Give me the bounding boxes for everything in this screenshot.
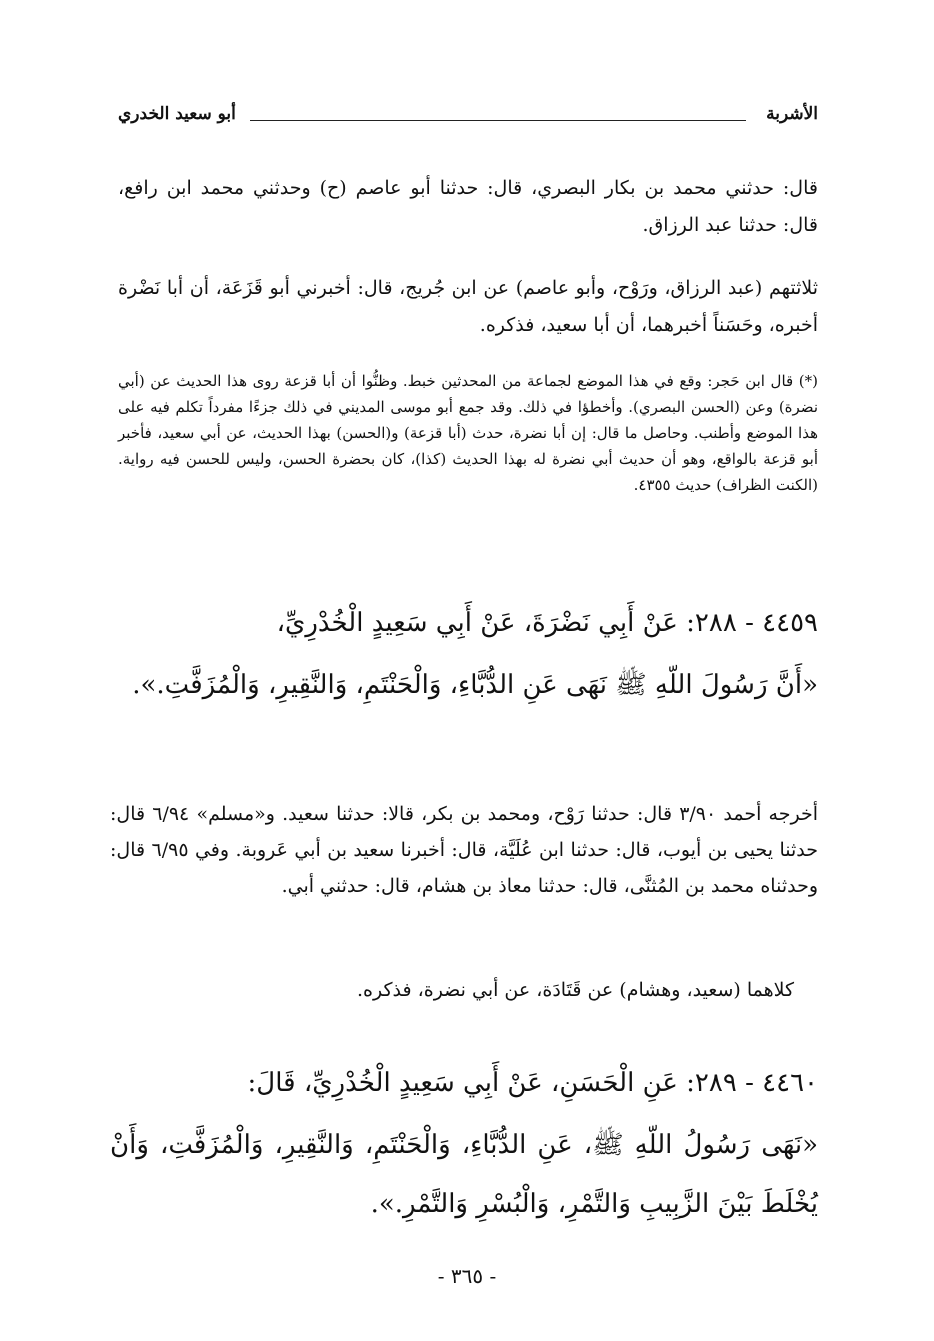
takhrij-4459: أخرجه أحمد ٣/٩٠ قال: حدثنا رَوْح، ومحمد بن بكر، قالا: حدثنا سعيد. و«مسلم» ٦/٩٤ قال: حدثنا يحيى بن أيوب، قال: حدثنا ابن عُلَيَّة، قال: أخبرنا سعيد بن أبي عَروبة. وفي ٦/٩٥ قال: وحدثناه محمد بن المُثنَّى، قال: حدثنا معاذ بن هشام، قال: حدثني أبي.: [110, 803, 818, 897]
footnote: (*) قال ابن حَجر: وقع في هذا الموضع لجماعة من المحدثين خبط. وظنُّوا أن أبا قزعة روى هذا الحديث عن (أبي نضرة) وعن (الحسن البصري). وأخطؤا في ذلك. وقد جمع أبو موسى المديني في ذلك جزءًا مفرداً تكلم فيه على هذا الموضع وأطنب. وحاصل ما قال: إن أبا نضرة، حدث (أبا قزعة) و(الحسن) بهذا الحديث، عن أبي سعيد، فأخبر أبو قزعة بالواقع، وهو أن حديث أبي نضرة له بهذا الحديث (كذا)، كان بحضرة الحسن، وليس للحسن فيه رواية. (الكنت الظراف) حديث ٤٣٥٥.: [118, 372, 818, 494]
isnad-paragraph-1: قال: حدثني محمد بن بكار البصري، قال: حدثنا أبو عاصم (ح) وحدثني محمد ابن رافع، قال: حدثنا عبد الرزاق.: [118, 177, 818, 236]
hadith-4459-chain: ٤٤٥٩ - ٢٨٨: عَنْ أَبِي نَضْرَةَ، عَنْ أَبِي سَعِيدٍ الْخُدْرِيِّ،: [276, 608, 818, 638]
page-number: - ٣٦٥ -: [437, 1264, 497, 1288]
isnad-paragraph-2: ثلاثتهم (عبد الرزاق، ورَوْح، وأبو عاصم) عن ابن جُريج، قال: أخبرني أبو قَزَعَة، أن أبا نَضْرة أخبره، وحَسَناً أخبرهما، أن أبا سعيد، فذكره.: [118, 277, 818, 336]
running-header: [118, 100, 818, 134]
takhrij-4459-summary: كلاهما (سعيد، وهشام) عن قَتَادَة، عن أبي نضرة، فذكره.: [356, 979, 794, 1001]
section-title: الأشربة: [766, 104, 818, 124]
hadith-4460-matn: «نَهَى رَسُولُ اللّهِ ﷺ، عَنِ الدُّبَّاءِ، وَالْحَنْتَمِ، وَالنَّقِيرِ، وَالْمُزَفَّتِ، وَأَنْ يُخْلَطَ بَيْنَ الزَّبِيبِ وَالتَّمْرِ، وَالْبُسْرِ وَالتَّمْرِ.».: [110, 1130, 818, 1219]
header-rule: [250, 120, 746, 121]
narrator-title: أبو سعيد الخدري: [118, 104, 236, 124]
hadith-4459-matn: «أَنَّ رَسُولَ اللّهِ ﷺ نَهَى عَنِ الدُّبَّاءِ، وَالْحَنْتَمِ، وَالنَّقِيرِ، وَالْمُزَفَّتِ.».: [132, 670, 818, 700]
hadith-4460-chain: ٤٤٦٠ - ٢٨٩: عَنِ الْحَسَنِ، عَنْ أَبِي سَعِيدٍ الْخُدْرِيِّ، قَالَ:: [247, 1068, 818, 1098]
